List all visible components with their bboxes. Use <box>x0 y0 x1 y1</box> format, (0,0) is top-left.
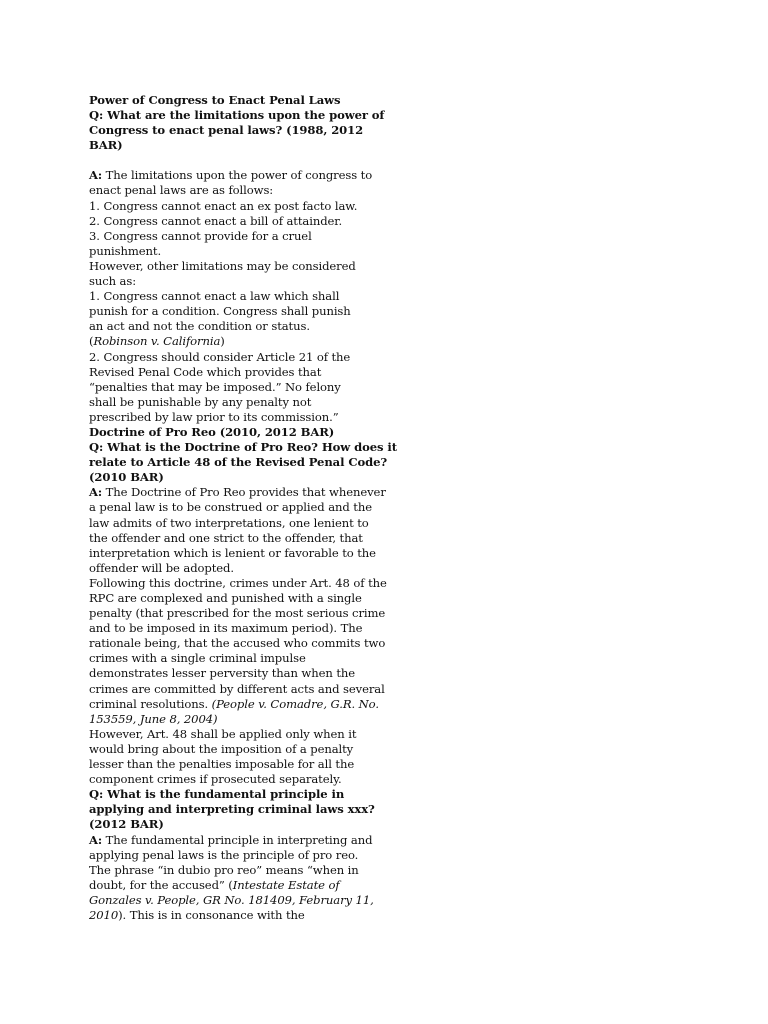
answer-label: A: <box>89 485 103 500</box>
case-citation: Intestate Estate of <box>232 877 340 892</box>
paren-close: ) <box>220 334 225 349</box>
citation-line <box>89 334 384 349</box>
answer-line: RPC are complexed and punished with a single <box>89 591 362 605</box>
answer-line: prescribed by law prior to its commission.” <box>89 409 339 424</box>
answer-line: “penalties that may be imposed.” No felony <box>89 379 341 394</box>
answer-line: The phrase “in dubio pro reo” means “when in <box>89 862 359 877</box>
question-line: Q: What are the limitations upon the power of <box>89 108 385 123</box>
answer-line: would bring about the imposition of a penalty <box>89 741 354 756</box>
section-heading-power-of-congress: Power of Congress to Enact Penal Laws <box>89 93 341 107</box>
answer-line: However, other limitations may be considered <box>89 258 356 273</box>
answer-line: lesser than the penalties imposable for all the <box>89 757 355 772</box>
answer-line: punishment. <box>89 243 162 258</box>
answer-line: crimes with a single criminal impulse <box>89 651 306 666</box>
answer-line <box>89 878 384 893</box>
case-citation: 2010 <box>89 907 119 922</box>
question-line: relate to Article 48 of the Revised Penal Code? <box>89 455 388 470</box>
question-line: (2010 BAR) <box>89 470 164 485</box>
question-line: Q: What is the fundamental principle in <box>89 787 345 802</box>
answer-line: enact penal laws are as follows: <box>89 183 274 198</box>
question-line: Congress to enact penal laws? (1988, 2012 <box>89 123 364 138</box>
section-heading-pro-reo: Doctrine of Pro Reo (2010, 2012 BAR) <box>89 424 335 439</box>
case-citation: 153559, June 8, 2004) <box>89 711 218 726</box>
answer-line: interpretation which is lenient or favorable to the <box>89 545 376 560</box>
answer-line: demonstrates lesser perversity than when the <box>89 666 356 681</box>
answer-line: a penal law is to be construed or applied and the <box>89 500 372 515</box>
answer-line: and to be imposed in its maximum period). The <box>89 621 363 636</box>
answer-line: Following this doctrine, crimes under Art. 48 of the <box>89 575 387 590</box>
answer-line: However, Art. 48 shall be applied only when it <box>89 726 357 741</box>
answer-line <box>89 697 384 712</box>
answer-label: A: <box>89 168 103 183</box>
answer-line: 1. Congress cannot enact a law which shall <box>89 289 340 304</box>
answer-line: Revised Penal Code which provides that <box>89 364 322 379</box>
case-citation: Robinson v. California <box>93 334 221 349</box>
question-line: Q: What is the Doctrine of Pro Reo? How does it <box>89 440 397 455</box>
answer-line: the offender and one strict to the offender, that <box>89 530 363 545</box>
question-line: applying and interpreting criminal laws xxx? <box>89 802 375 817</box>
answer-line: punish for a condition. Congress shall punish <box>89 304 351 319</box>
answer-text: The Doctrine of Pro Reo provides that whenever <box>102 485 386 500</box>
answer-line: penalty (that prescribed for the most serious crime <box>89 606 386 621</box>
answer-line <box>89 833 384 848</box>
answer-line: law admits of two interpretations, one lenient to <box>89 515 369 530</box>
answer-line: crimes are committed by different acts and several <box>89 681 385 696</box>
answer-label: A: <box>89 832 103 847</box>
case-citation: Gonzales v. People, GR No. 181409, February 11, <box>89 892 374 907</box>
answer-text: criminal resolutions. <box>89 696 212 711</box>
answer-line <box>89 485 384 500</box>
case-citation: (People v. Comadre, G.R. No. <box>211 696 379 711</box>
answer-text: The fundamental principle in interpreting and <box>102 832 373 847</box>
answer-line: offender will be adopted. <box>89 560 234 575</box>
answer-line <box>89 908 384 923</box>
answer-text: The limitations upon the power of congress to <box>102 168 373 183</box>
answer-line: 1. Congress cannot enact an ex post facto law. <box>89 198 358 213</box>
answer-line: applying penal laws is the principle of pro reo. <box>89 847 359 862</box>
answer-line <box>89 168 384 183</box>
question-line: BAR) <box>89 138 123 153</box>
answer-line: rationale being, that the accused who commits two <box>89 636 386 651</box>
question-line: (2012 BAR) <box>89 817 164 832</box>
answer-text: doubt, for the accused” ( <box>89 877 233 892</box>
answer-line: component crimes if prosecuted separately. <box>89 772 342 787</box>
answer-line: 3. Congress cannot provide for a cruel <box>89 228 312 243</box>
paren-open: ( <box>89 334 94 349</box>
answer-line: shall be punishable by any penalty not <box>89 394 312 409</box>
spacer <box>89 153 384 168</box>
answer-text: ). This is in consonance with the <box>118 907 305 922</box>
answer-line: an act and not the condition or status. <box>89 319 310 334</box>
answer-line: 2. Congress cannot enact a bill of attainder. <box>89 213 343 228</box>
answer-line: such as: <box>89 274 137 289</box>
document-text <box>89 93 397 923</box>
answer-line: 2. Congress should consider Article 21 of the <box>89 349 351 364</box>
